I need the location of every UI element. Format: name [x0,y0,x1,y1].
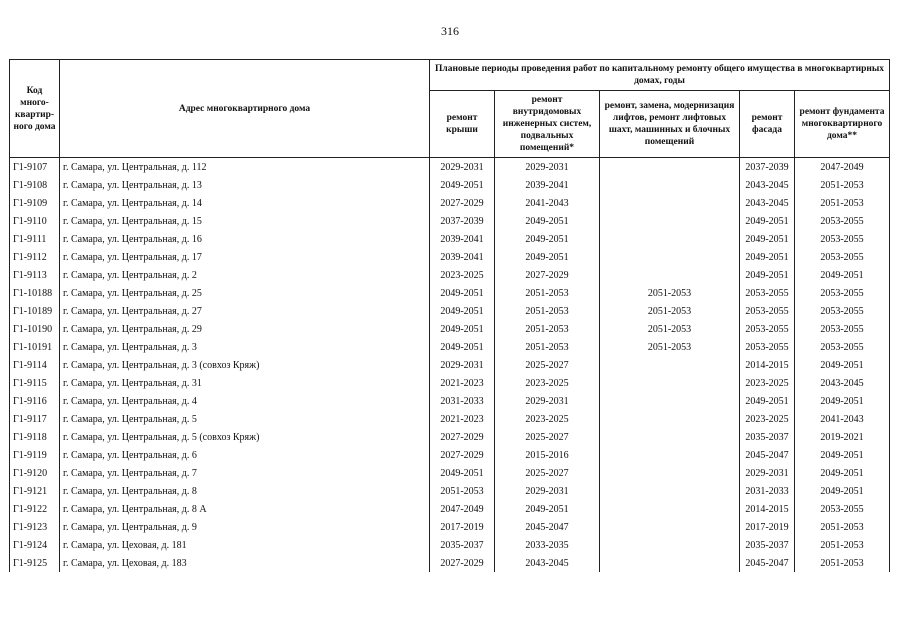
cell-address: г. Самара, ул. Центральная, д. 3 (совхоз Кряж) [60,356,430,374]
cell-engineering: 2025-2027 [495,464,600,482]
cell-engineering: 2015-2016 [495,446,600,464]
table-row [10,374,890,392]
table-body [10,158,890,573]
cell-code: Г1-9117 [10,410,60,428]
cell-address: г. Самара, ул. Центральная, д. 17 [60,248,430,266]
cell-elevators [600,176,740,194]
cell-foundation: 2053-2055 [795,284,890,302]
cell-address: г. Самара, ул. Центральная, д. 5 [60,410,430,428]
cell-foundation: 2051-2053 [795,194,890,212]
header-elevators: ремонт, замена, модернизация лифтов, ремонт лифтовых шахт, машинных и блочных помещений [600,91,740,158]
cell-roof: 2047-2049 [430,500,495,518]
cell-engineering: 2029-2031 [495,482,600,500]
cell-code: Г1-9108 [10,176,60,194]
cell-code: Г1-10189 [10,302,60,320]
cell-code: Г1-9113 [10,266,60,284]
cell-code: Г1-9122 [10,500,60,518]
cell-address: г. Самара, ул. Центральная, д. 7 [60,464,430,482]
cell-facade: 2014-2015 [740,500,795,518]
cell-elevators [600,248,740,266]
cell-address: г. Самара, ул. Центральная, д. 13 [60,176,430,194]
cell-engineering: 2051-2053 [495,284,600,302]
cell-engineering: 2043-2045 [495,554,600,572]
cell-code: Г1-9115 [10,374,60,392]
header-facade: ремонт фасада [740,91,795,158]
table-row [10,284,890,302]
cell-address: г. Самара, ул. Центральная, д. 8 А [60,500,430,518]
cell-facade: 2049-2051 [740,266,795,284]
cell-foundation: 2049-2051 [795,392,890,410]
cell-elevators [600,464,740,482]
cell-engineering: 2033-2035 [495,536,600,554]
cell-roof: 2021-2023 [430,410,495,428]
cell-foundation: 2049-2051 [795,464,890,482]
table-row [10,446,890,464]
table-row [10,176,890,194]
cell-address: г. Самара, ул. Центральная, д. 25 [60,284,430,302]
cell-engineering: 2025-2027 [495,356,600,374]
cell-roof: 2035-2037 [430,536,495,554]
table-row [10,266,890,284]
cell-foundation: 2053-2055 [795,248,890,266]
cell-foundation: 2043-2045 [795,374,890,392]
cell-roof: 2051-2053 [430,482,495,500]
table-row [10,554,890,572]
repair-schedule-table-wrap [9,59,889,572]
table-row [10,356,890,374]
cell-facade: 2037-2039 [740,158,795,177]
cell-facade: 2053-2055 [740,284,795,302]
cell-roof: 2023-2025 [430,266,495,284]
header-foundation: ремонт фундамента многоквартирного дома** [795,91,890,158]
cell-address: г. Самара, ул. Цеховая, д. 183 [60,554,430,572]
cell-code: Г1-10190 [10,320,60,338]
cell-engineering: 2029-2031 [495,392,600,410]
cell-elevators [600,392,740,410]
cell-roof: 2049-2051 [430,176,495,194]
cell-roof: 2029-2031 [430,158,495,177]
cell-roof: 2027-2029 [430,194,495,212]
cell-facade: 2053-2055 [740,320,795,338]
cell-roof: 2031-2033 [430,392,495,410]
cell-foundation: 2049-2051 [795,266,890,284]
cell-address: г. Самара, ул. Центральная, д. 2 [60,266,430,284]
cell-facade: 2049-2051 [740,230,795,248]
cell-elevators [600,230,740,248]
cell-facade: 2014-2015 [740,356,795,374]
table-row [10,518,890,536]
cell-code: Г1-9111 [10,230,60,248]
cell-engineering: 2049-2051 [495,248,600,266]
cell-code: Г1-9112 [10,248,60,266]
table-row [10,410,890,428]
cell-address: г. Самара, ул. Центральная, д. 9 [60,518,430,536]
cell-elevators [600,212,740,230]
header-address: Адрес многоквартирного дома [60,60,430,158]
cell-code: Г1-9116 [10,392,60,410]
cell-foundation: 2051-2053 [795,554,890,572]
cell-code: Г1-9121 [10,482,60,500]
table-header [10,60,890,158]
cell-elevators [600,518,740,536]
cell-address: г. Самара, ул. Центральная, д. 8 [60,482,430,500]
cell-facade: 2035-2037 [740,536,795,554]
cell-code: Г1-9124 [10,536,60,554]
cell-facade: 2045-2047 [740,554,795,572]
cell-engineering: 2049-2051 [495,212,600,230]
cell-address: г. Самара, ул. Центральная, д. 15 [60,212,430,230]
table-row [10,500,890,518]
cell-foundation: 2047-2049 [795,158,890,177]
table-row [10,212,890,230]
cell-code: Г1-10191 [10,338,60,356]
cell-facade: 2017-2019 [740,518,795,536]
cell-foundation: 2051-2053 [795,518,890,536]
cell-engineering: 2039-2041 [495,176,600,194]
cell-facade: 2053-2055 [740,338,795,356]
cell-elevators: 2051-2053 [600,284,740,302]
page-number: 316 [441,24,459,38]
cell-facade: 2023-2025 [740,374,795,392]
cell-roof: 2017-2019 [430,518,495,536]
cell-elevators [600,410,740,428]
cell-address: г. Самара, ул. Цеховая, д. 181 [60,536,430,554]
cell-facade: 2049-2051 [740,392,795,410]
header-work-periods: Плановые периоды проведения работ по капитальному ремонту общего имущества в многоквартирных домах, годы [430,60,890,91]
cell-roof: 2049-2051 [430,284,495,302]
cell-address: г. Самара, ул. Центральная, д. 5 (совхоз Кряж) [60,428,430,446]
cell-roof: 2037-2039 [430,212,495,230]
cell-code: Г1-9125 [10,554,60,572]
cell-foundation: 2053-2055 [795,212,890,230]
cell-elevators [600,194,740,212]
cell-foundation: 2053-2055 [795,338,890,356]
cell-elevators [600,266,740,284]
cell-roof: 2049-2051 [430,302,495,320]
cell-address: г. Самара, ул. Центральная, д. 31 [60,374,430,392]
cell-roof: 2049-2051 [430,464,495,482]
cell-engineering: 2049-2051 [495,500,600,518]
cell-code: Г1-9118 [10,428,60,446]
cell-foundation: 2053-2055 [795,230,890,248]
cell-code: Г1-9110 [10,212,60,230]
cell-elevators [600,536,740,554]
cell-elevators: 2051-2053 [600,320,740,338]
cell-elevators [600,482,740,500]
table-row [10,158,890,177]
header-roof: ремонт крыши [430,91,495,158]
cell-facade: 2049-2051 [740,212,795,230]
cell-code: Г1-9109 [10,194,60,212]
cell-foundation: 2049-2051 [795,446,890,464]
cell-engineering: 2025-2027 [495,428,600,446]
cell-engineering: 2051-2053 [495,302,600,320]
cell-facade: 2031-2033 [740,482,795,500]
table-row [10,428,890,446]
cell-engineering: 2049-2051 [495,230,600,248]
cell-facade: 2043-2045 [740,176,795,194]
table-row [10,464,890,482]
cell-engineering: 2029-2031 [495,158,600,177]
cell-roof: 2049-2051 [430,338,495,356]
cell-facade: 2043-2045 [740,194,795,212]
cell-roof: 2039-2041 [430,230,495,248]
cell-facade: 2045-2047 [740,446,795,464]
cell-roof: 2027-2029 [430,446,495,464]
cell-elevators [600,374,740,392]
cell-facade: 2053-2055 [740,302,795,320]
table-row [10,302,890,320]
cell-elevators [600,500,740,518]
cell-foundation: 2049-2051 [795,482,890,500]
cell-roof: 2039-2041 [430,248,495,266]
header-engineering: ремонт внутридомовых инженерных систем, подвальных помещений* [495,91,600,158]
table-row [10,536,890,554]
table-row [10,230,890,248]
cell-address: г. Самара, ул. Центральная, д. 3 [60,338,430,356]
cell-roof: 2049-2051 [430,320,495,338]
cell-roof: 2021-2023 [430,374,495,392]
cell-foundation: 2053-2055 [795,320,890,338]
cell-address: г. Самара, ул. Центральная, д. 112 [60,158,430,177]
cell-elevators: 2051-2053 [600,302,740,320]
cell-engineering: 2041-2043 [495,194,600,212]
cell-elevators [600,158,740,177]
cell-facade: 2023-2025 [740,410,795,428]
cell-facade: 2035-2037 [740,428,795,446]
cell-code: Г1-9120 [10,464,60,482]
cell-address: г. Самара, ул. Центральная, д. 6 [60,446,430,464]
cell-address: г. Самара, ул. Центральная, д. 4 [60,392,430,410]
cell-foundation: 2051-2053 [795,536,890,554]
cell-engineering: 2045-2047 [495,518,600,536]
header-code: Код много-квартир-ного дома [10,60,60,158]
cell-code: Г1-9114 [10,356,60,374]
cell-address: г. Самара, ул. Центральная, д. 16 [60,230,430,248]
cell-foundation: 2019-2021 [795,428,890,446]
cell-address: г. Самара, ул. Центральная, д. 27 [60,302,430,320]
cell-engineering: 2023-2025 [495,374,600,392]
cell-engineering: 2051-2053 [495,320,600,338]
table-row [10,482,890,500]
cell-elevators [600,356,740,374]
cell-address: г. Самара, ул. Центральная, д. 14 [60,194,430,212]
cell-code: Г1-9119 [10,446,60,464]
cell-foundation: 2041-2043 [795,410,890,428]
cell-foundation: 2053-2055 [795,302,890,320]
cell-code: Г1-9107 [10,158,60,177]
table-row [10,338,890,356]
cell-engineering: 2027-2029 [495,266,600,284]
cell-roof: 2029-2031 [430,356,495,374]
table-row [10,320,890,338]
cell-facade: 2029-2031 [740,464,795,482]
cell-foundation: 2053-2055 [795,500,890,518]
cell-elevators [600,554,740,572]
cell-elevators: 2051-2053 [600,338,740,356]
table-row [10,194,890,212]
cell-elevators [600,428,740,446]
table-row [10,248,890,266]
cell-roof: 2027-2029 [430,554,495,572]
cell-code: Г1-9123 [10,518,60,536]
cell-address: г. Самара, ул. Центральная, д. 29 [60,320,430,338]
repair-schedule-table [9,59,890,572]
cell-engineering: 2023-2025 [495,410,600,428]
cell-code: Г1-10188 [10,284,60,302]
cell-facade: 2049-2051 [740,248,795,266]
table-row [10,392,890,410]
cell-roof: 2027-2029 [430,428,495,446]
cell-engineering: 2051-2053 [495,338,600,356]
cell-elevators [600,446,740,464]
cell-foundation: 2049-2051 [795,356,890,374]
cell-foundation: 2051-2053 [795,176,890,194]
